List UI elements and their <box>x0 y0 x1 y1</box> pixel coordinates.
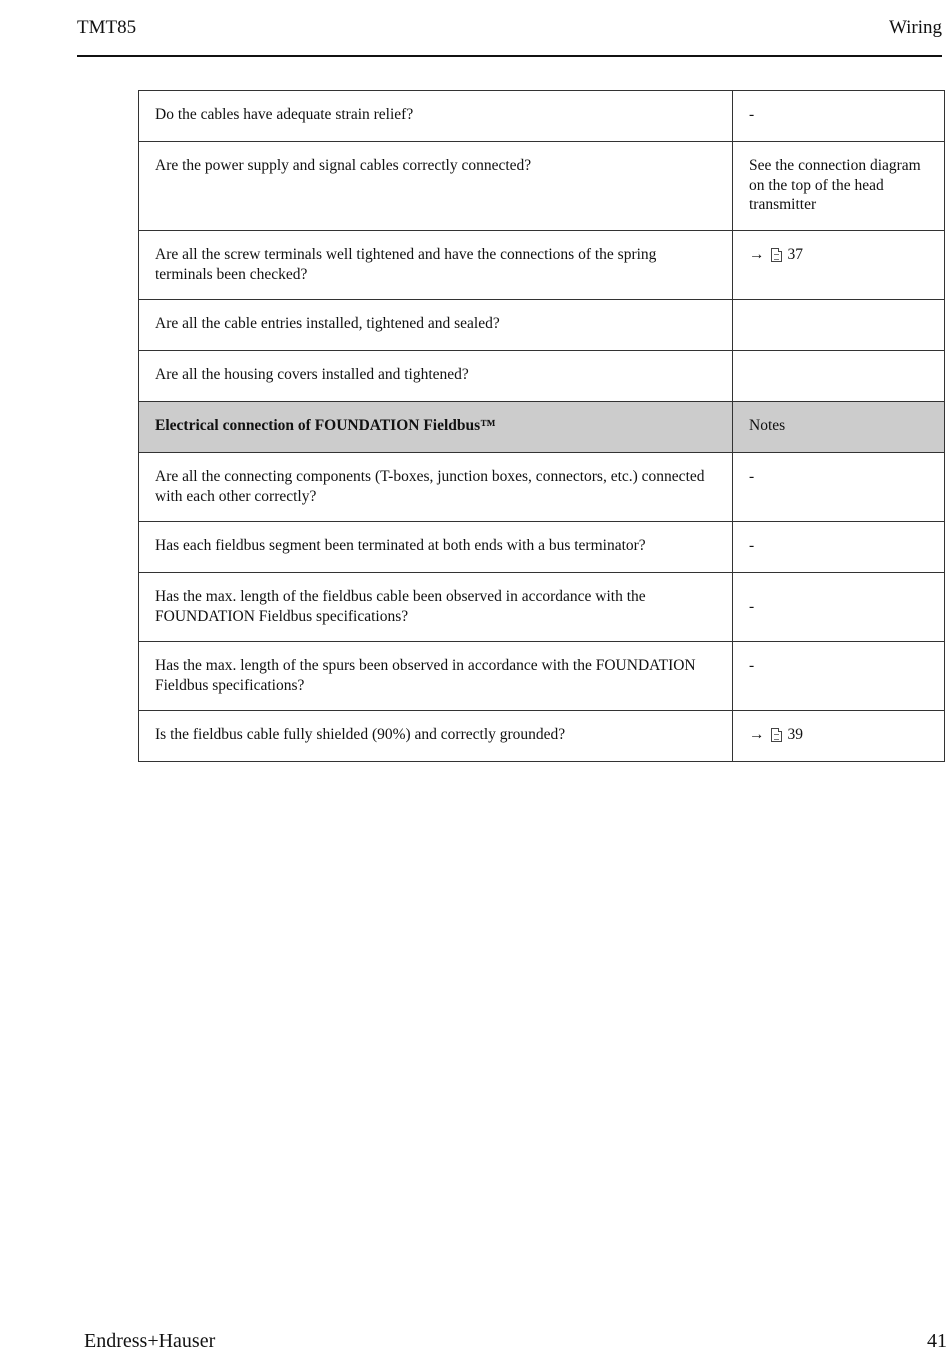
checklist-note-reference <box>733 711 945 762</box>
checklist-note-reference <box>733 231 945 300</box>
table-row <box>139 453 945 522</box>
checklist-note: - <box>733 522 945 573</box>
reference-page-number: 37 <box>787 246 803 263</box>
header-divider <box>77 55 942 57</box>
checklist-note <box>733 351 945 402</box>
table-row <box>139 573 945 642</box>
table-row <box>139 642 945 711</box>
section-header-row <box>139 402 945 453</box>
checklist-note: - <box>733 91 945 142</box>
checklist-question: Are the power supply and signal cables correctly connected? <box>139 142 733 231</box>
checklist-question: Has the max. length of the spurs been observed in accordance with the FOUNDATION Fieldbus specifications? <box>139 642 733 711</box>
checklist-question: Are all the screw terminals well tightened and have the connections of the spring terminals been checked? <box>139 231 733 300</box>
page-document-icon <box>771 248 782 262</box>
section-heading: Electrical connection of FOUNDATION Fieldbus™ <box>139 402 733 453</box>
footer-brand: Endress+Hauser <box>84 1330 216 1352</box>
table-row <box>139 142 945 231</box>
checklist-question: Has the max. length of the fieldbus cable been observed in accordance with the FOUNDATION Fieldbus specifications? <box>139 573 733 642</box>
header-section-title: Wiring <box>888 17 942 38</box>
arrow-right-icon: → <box>749 726 765 743</box>
checklist-question: Is the fieldbus cable fully shielded (90%) and correctly grounded? <box>139 711 733 762</box>
checklist-note: - <box>733 642 945 711</box>
page-document-icon <box>771 728 782 742</box>
table-row <box>139 300 945 351</box>
checklist-note: - <box>733 573 945 642</box>
checklist-question: Do the cables have adequate strain relief? <box>139 91 733 142</box>
wiring-checklist-table <box>138 90 945 762</box>
table-row <box>139 351 945 402</box>
checklist-note: - <box>733 453 945 522</box>
table-row <box>139 711 945 762</box>
header-product-name: TMT85 <box>77 17 137 38</box>
checklist-question: Are all the cable entries installed, tightened and sealed? <box>139 300 733 351</box>
checklist-question: Are all the housing covers installed and tightened? <box>139 351 733 402</box>
checklist-question: Has each fieldbus segment been terminated at both ends with a bus terminator? <box>139 522 733 573</box>
table-row <box>139 522 945 573</box>
footer-page-number: 41 <box>927 1330 947 1352</box>
checklist-note: See the connection diagram on the top of the head transmitter <box>733 142 945 231</box>
arrow-right-icon: → <box>749 246 765 263</box>
table-row <box>139 231 945 300</box>
checklist-question: Are all the connecting components (T-boxes, junction boxes, connectors, etc.) connected with each other correctly? <box>139 453 733 522</box>
checklist-note <box>733 300 945 351</box>
reference-page-number: 39 <box>787 726 803 743</box>
table-row <box>139 91 945 142</box>
notes-column-heading: Notes <box>733 402 945 453</box>
